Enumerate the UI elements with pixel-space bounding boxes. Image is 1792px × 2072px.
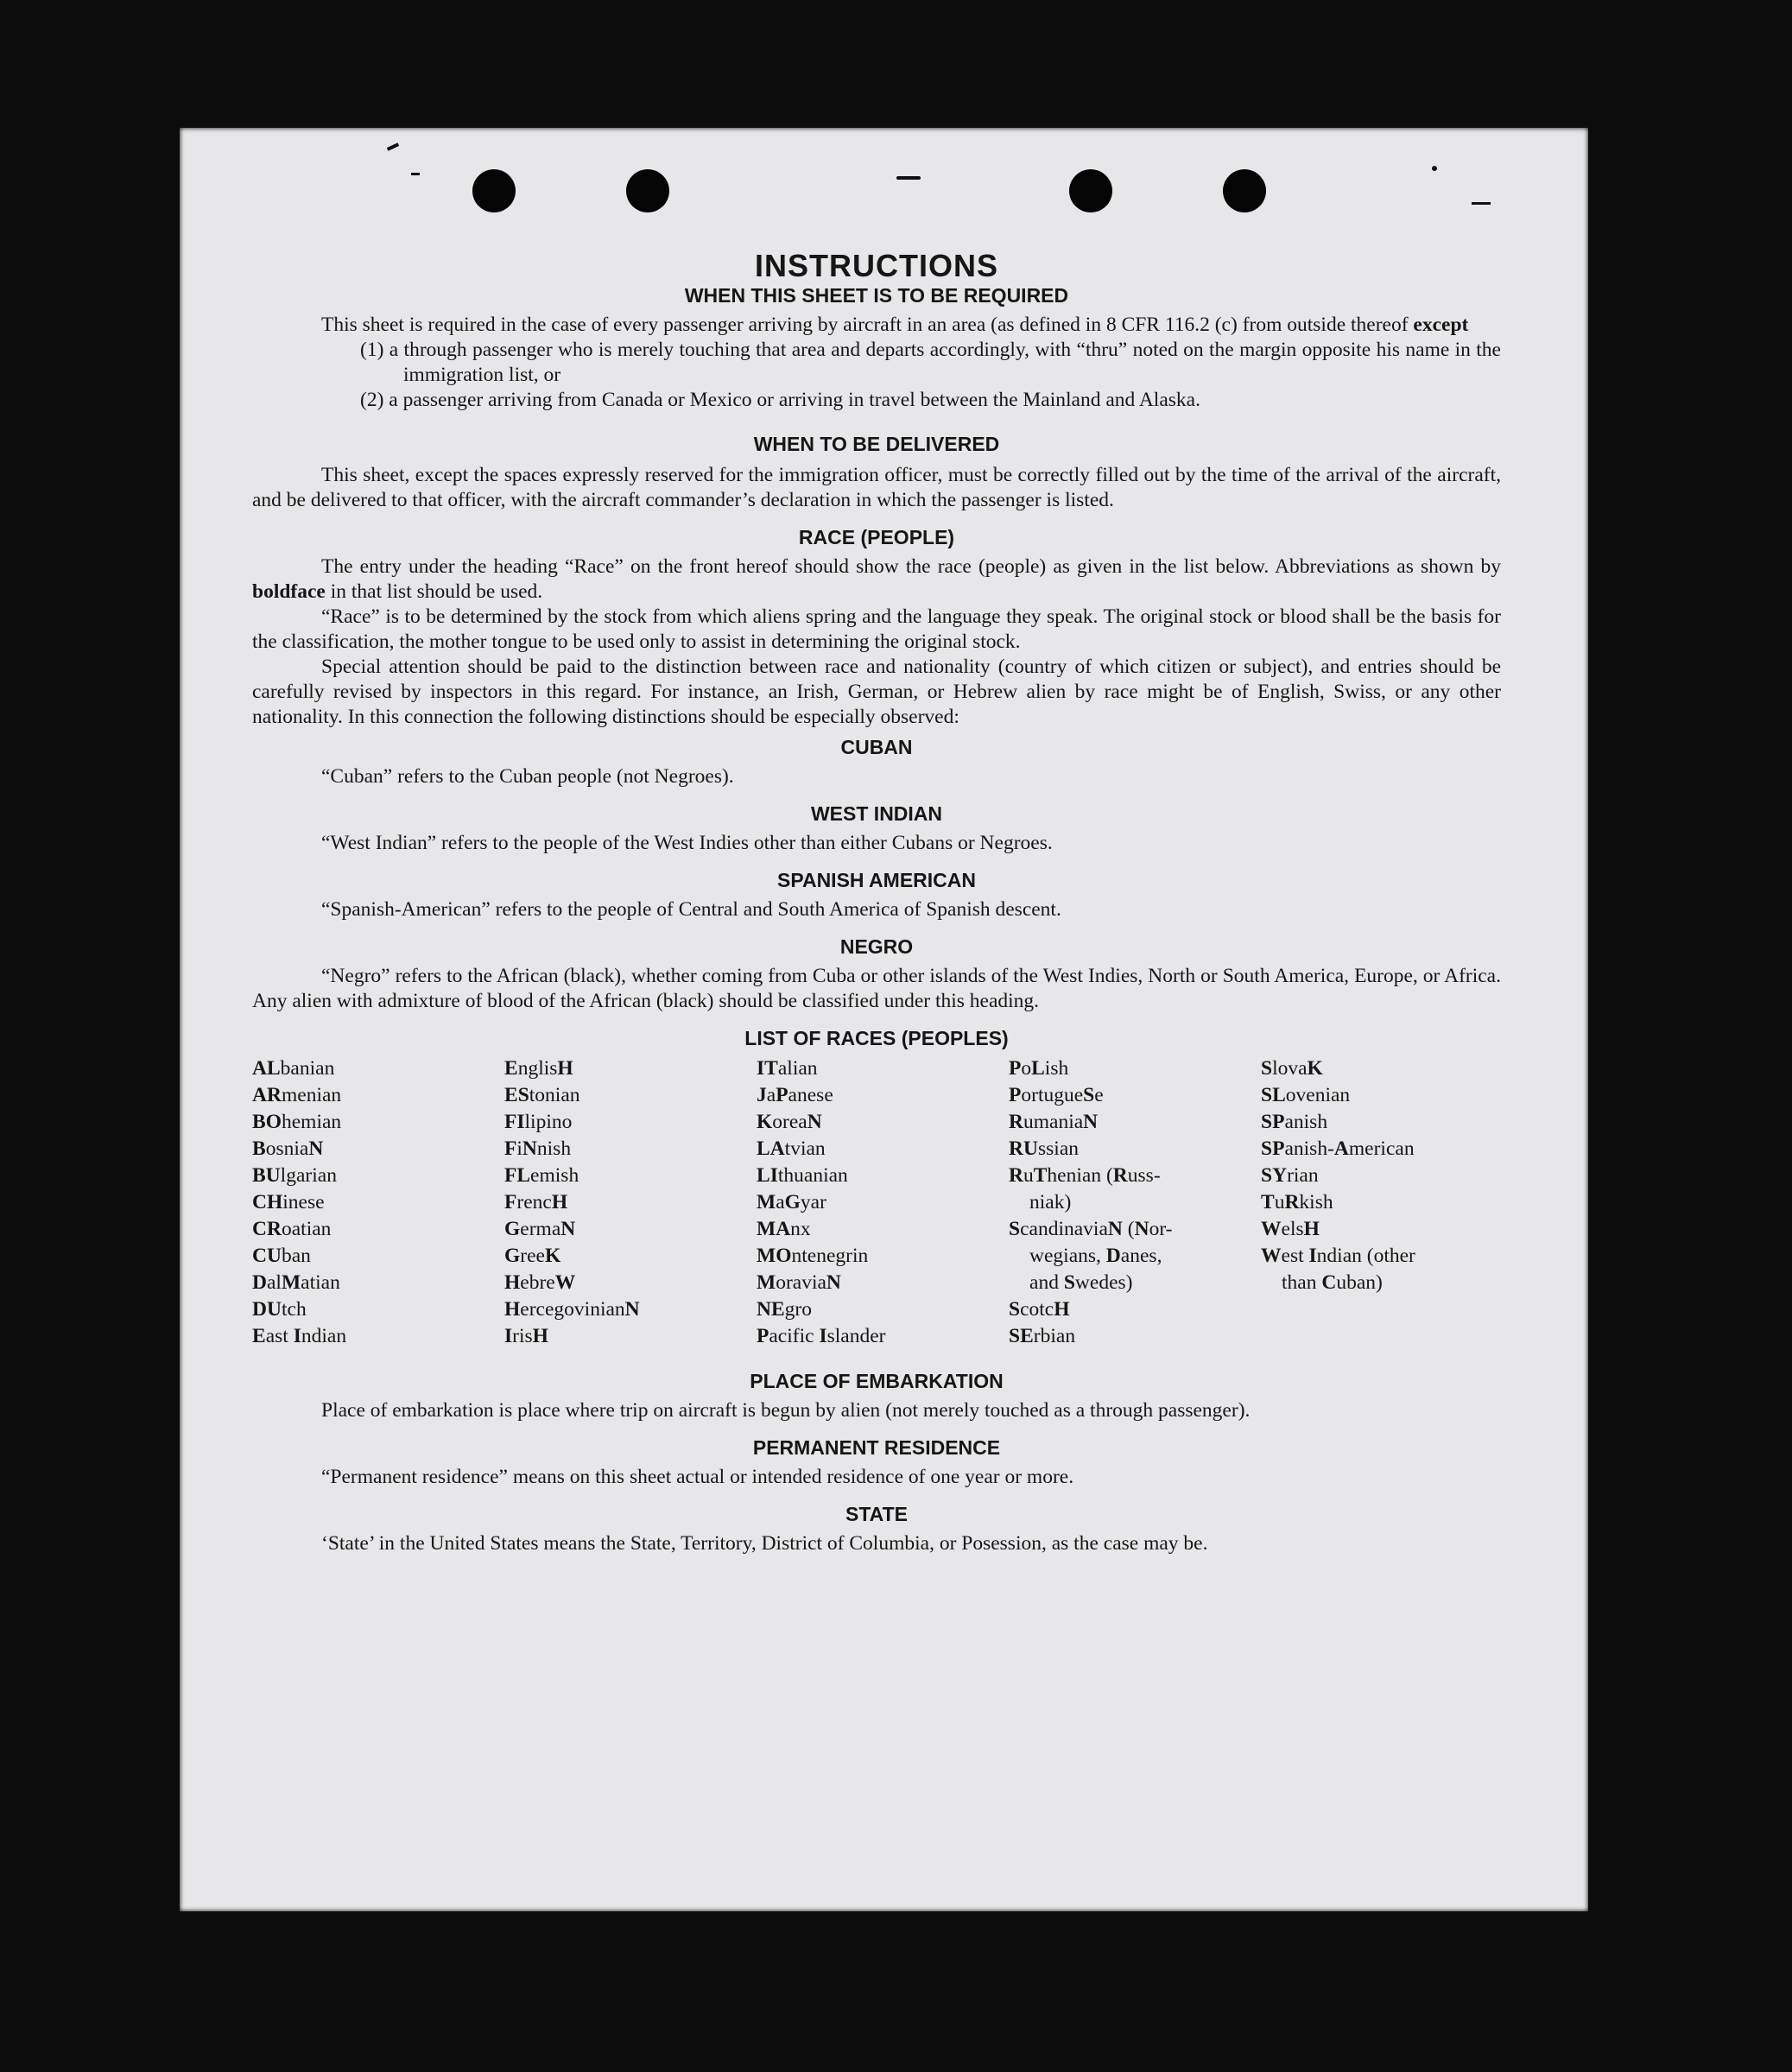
race-entry: JaPanese	[757, 1084, 833, 1106]
race-entry: SErbian	[1009, 1325, 1076, 1347]
race-entry: NEgro	[757, 1298, 812, 1321]
race-entry: EnglisH	[504, 1057, 573, 1080]
race-entry: SlovaK	[1261, 1057, 1323, 1080]
state-text: ‘State’ in the United States means the State, Territory, District of Columbia, or Posession, as the case may be.	[321, 1532, 1208, 1555]
negro-text: “Negro” refers to the African (black), whether coming from Cuba or other islands of the West Indies, North or South America, Europe, or Africa. Any alien with admixture of blood of the African (black) should be classified under this heading.	[252, 965, 1501, 1012]
speck-mark	[1472, 202, 1491, 205]
race-entry: East Indian	[252, 1325, 347, 1347]
race-paragraph-3: Special attention should be paid to the distinction between race and nationality (country of which citizen or subject), and entries should be carefully revised by inspectors in this regard. For instance, an Irish, German, or Hebrew alien by race might be of English, Swiss, or any other nationality. In this connection the following distinctions should be especially observed:	[252, 656, 1501, 728]
speck-mark	[411, 173, 420, 175]
section-heading-races: LIST OF RACES (PEOPLES)	[744, 1027, 1009, 1049]
race-entry: MAnx	[757, 1218, 811, 1240]
race-entry: EStonian	[504, 1084, 580, 1106]
race-entry: GreeK	[504, 1245, 561, 1267]
delivered-text: This sheet, except the spaces expressly reserved for the immigration officer, must be correctly filled out by the time of the arrival of the aircraft, and be delivered to that officer, with the aircraft commander’s declaration in which the passenger is listed.	[252, 464, 1501, 511]
spanish-american-text: “Spanish-American” refers to the people of Central and South America of Spanish descent.	[321, 898, 1061, 921]
race-entry: ALbanian	[252, 1057, 335, 1080]
race-entry: FrencH	[504, 1191, 568, 1213]
required-item-2: (2) a passenger arriving from Canada or Mexico or arriving in travel between the Mainland and Alaska.	[360, 389, 1200, 411]
race-entry: and Swedes)	[1029, 1271, 1133, 1294]
race-paragraph-1: The entry under the heading “Race” on the front hereof should show the race (people) as given in the list below. Abbreviations as shown by boldface in that list should be used.	[252, 555, 1501, 603]
race-entry: MaGyar	[757, 1191, 826, 1213]
race-entry: wegians, Danes,	[1029, 1245, 1162, 1267]
punch-hole	[1069, 169, 1112, 212]
race-entry: BosniaN	[252, 1137, 324, 1160]
instructions-content	[252, 249, 1501, 1556]
section-heading-negro: NEGRO	[839, 935, 914, 958]
race-entry: GermaN	[504, 1218, 576, 1240]
race-entry: LAtvian	[757, 1137, 826, 1160]
race-entry: BOhemian	[252, 1111, 342, 1133]
required-item-1: (1) a through passenger who is merely touching that area and departs accordingly, with “thru” noted on the margin opposite his name in the immigration list, or	[360, 339, 1501, 386]
race-entry: TuRkish	[1261, 1191, 1333, 1213]
race-entry: SYrian	[1261, 1164, 1319, 1187]
race-entry: DUtch	[252, 1298, 307, 1321]
section-heading-embarkation: PLACE OF EMBARKATION	[750, 1370, 1004, 1392]
page-title: INSTRUCTIONS	[755, 248, 998, 283]
race-entry: CUban	[252, 1245, 311, 1267]
race-entry: FLemish	[504, 1164, 579, 1187]
races-column-1	[252, 1055, 504, 1350]
race-entry: WelsH	[1261, 1218, 1320, 1240]
required-intro: This sheet is required in the case of every passenger arriving by aircraft in an area (as defined in 8 CFR 116.2 (c) from outside thereof except	[321, 314, 1469, 336]
embarkation-text: Place of embarkation is place where trip on aircraft is begun by alien (not merely touched as a through passenger).	[321, 1399, 1251, 1422]
race-paragraph-2: “Race” is to be determined by the stock from which aliens spring and the language they speak. The original stock or blood shall be the basis for the classification, the mother tongue to be used only to assist in determining the original stock.	[252, 605, 1501, 653]
west-indian-text: “West Indian” refers to the people of the West Indies other than either Cubans or Negroes.	[321, 832, 1053, 854]
race-entry: BUlgarian	[252, 1164, 337, 1187]
race-entry: SLovenian	[1261, 1084, 1351, 1106]
race-entry: CRoatian	[252, 1218, 332, 1240]
race-entry: ITalian	[757, 1057, 818, 1080]
section-heading-cuban: CUBAN	[840, 736, 913, 758]
races-list	[252, 1055, 1501, 1350]
race-entry: LIthuanian	[757, 1164, 848, 1187]
race-entry: FiNnish	[504, 1137, 572, 1160]
race-entry: SPanish-American	[1261, 1137, 1415, 1160]
section-heading-spanish-american: SPANISH AMERICAN	[776, 869, 976, 891]
document-page	[180, 128, 1588, 1911]
race-entry: RuThenian (Russ-	[1009, 1164, 1161, 1187]
race-entry: RumaniaN	[1009, 1111, 1099, 1133]
race-entry: IrisH	[504, 1325, 548, 1347]
races-column-2	[504, 1055, 757, 1350]
speck-mark	[896, 176, 921, 180]
residence-text: “Permanent residence” means on this sheet actual or intended residence of one year or more.	[321, 1466, 1074, 1488]
section-heading-race: RACE (PEOPLE)	[798, 526, 955, 548]
section-heading-residence: PERMANENT RESIDENCE	[752, 1436, 1001, 1459]
section-heading-delivered: WHEN TO BE DELIVERED	[753, 433, 1000, 455]
race-entry: MOntenegrin	[757, 1245, 869, 1267]
race-entry: HebreW	[504, 1271, 576, 1294]
race-entry: HercegovinianN	[504, 1298, 640, 1321]
race-entry: CHinese	[252, 1191, 325, 1213]
section-heading-state: STATE	[845, 1503, 908, 1525]
race-entry: FIlipino	[504, 1111, 573, 1133]
race-entry: than Cuban)	[1282, 1271, 1383, 1294]
race-entry: ARmenian	[252, 1084, 342, 1106]
race-entry: Pacific Islander	[757, 1325, 886, 1347]
cuban-text: “Cuban” refers to the Cuban people (not Negroes).	[321, 765, 734, 788]
race-entry: ScandinaviaN (Nor-	[1009, 1218, 1173, 1240]
races-column-4	[1009, 1055, 1261, 1350]
race-entry: RUssian	[1009, 1137, 1079, 1160]
punch-hole	[472, 169, 516, 212]
race-entry: DalMatian	[252, 1271, 340, 1294]
race-entry: MoraviaN	[757, 1271, 841, 1294]
race-entry: KoreaN	[757, 1111, 822, 1133]
race-entry: West Indian (other	[1261, 1245, 1415, 1267]
race-entry: PortugueSe	[1009, 1084, 1104, 1106]
race-entry: ScotcH	[1009, 1298, 1070, 1321]
section-heading-west-indian: WEST INDIAN	[810, 802, 943, 825]
races-column-5	[1261, 1055, 1503, 1350]
punch-hole	[1223, 169, 1266, 212]
speck-mark	[1432, 166, 1437, 171]
section-heading-required: WHEN THIS SHEET IS TO BE REQUIRED	[684, 284, 1069, 307]
race-entry: SPanish	[1261, 1111, 1328, 1133]
race-entry: niak)	[1029, 1191, 1072, 1213]
punch-hole	[626, 169, 669, 212]
races-column-3	[757, 1055, 1009, 1350]
race-entry: PoLish	[1009, 1057, 1069, 1080]
speck-mark	[387, 143, 399, 151]
